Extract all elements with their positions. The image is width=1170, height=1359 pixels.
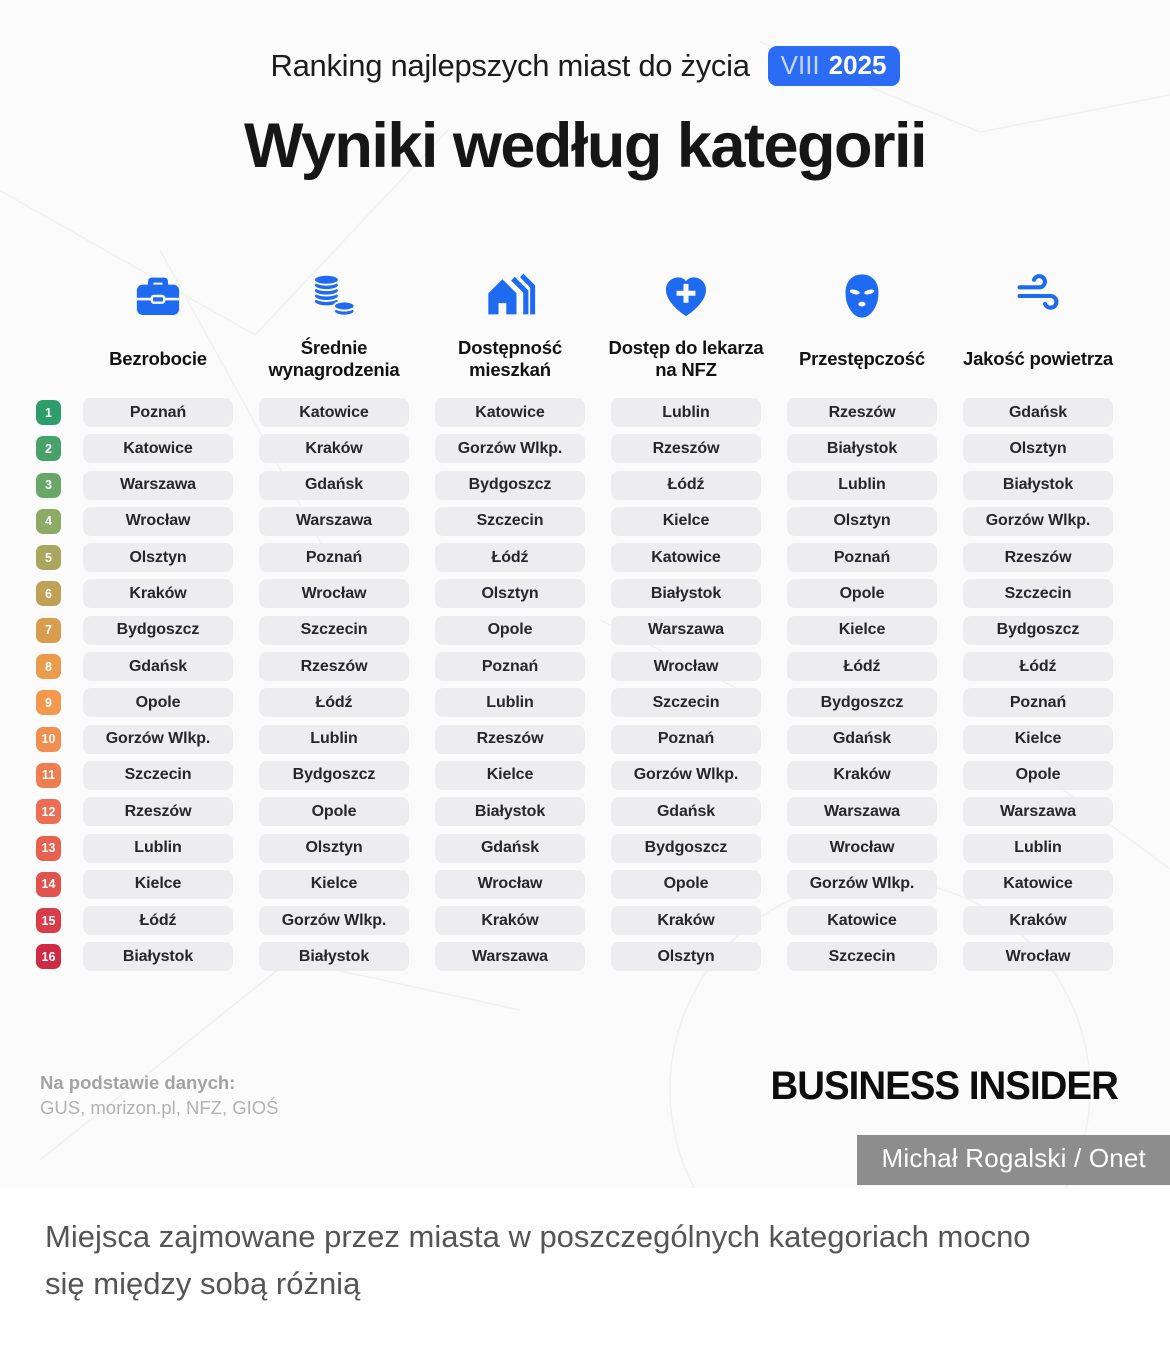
- rank-badge: 5: [36, 545, 61, 570]
- city-cell: Lublin: [787, 471, 937, 500]
- category-column-6: [950, 264, 1126, 981]
- city-cell: Lublin: [83, 834, 233, 863]
- rank-badge: 6: [36, 581, 61, 606]
- city-cell: Katowice: [259, 398, 409, 427]
- city-cell: Gdańsk: [787, 725, 937, 754]
- data-source: [40, 1072, 279, 1119]
- city-cell: Olsztyn: [963, 434, 1113, 463]
- city-cell: Wrocław: [963, 942, 1113, 971]
- page-title: Wyniki według kategorii: [244, 111, 926, 181]
- city-cell: Rzeszów: [83, 797, 233, 826]
- city-cell: Łódź: [435, 543, 585, 572]
- city-cell: Białystok: [611, 579, 761, 608]
- city-cell: Kielce: [83, 870, 233, 899]
- source-detail: GUS, morizon.pl, NFZ, GIOŚ: [40, 1097, 279, 1118]
- city-cell: Katowice: [787, 906, 937, 935]
- city-cell: Katowice: [83, 434, 233, 463]
- city-cell: Rzeszów: [963, 543, 1113, 572]
- city-cell: Poznań: [435, 652, 585, 681]
- city-cell: Bydgoszcz: [963, 616, 1113, 645]
- briefcase-icon: [132, 264, 184, 322]
- city-cell: Łódź: [83, 906, 233, 935]
- city-list: [598, 398, 774, 979]
- ranking-subtitle: Ranking najlepszych miast do życia: [270, 48, 750, 83]
- city-list: [774, 398, 950, 979]
- photo-credit: Michał Rogalski / Onet: [857, 1135, 1170, 1185]
- city-cell: Kraków: [963, 906, 1113, 935]
- city-cell: Łódź: [963, 652, 1113, 681]
- city-cell: Warszawa: [83, 471, 233, 500]
- city-cell: Wrocław: [787, 834, 937, 863]
- category-column-3: [422, 264, 598, 981]
- rank-badge: 1: [36, 400, 61, 425]
- category-label: Dostęp do lekarza na NFZ: [608, 336, 764, 380]
- rank-badge: 8: [36, 654, 61, 679]
- city-cell: Rzeszów: [611, 434, 761, 463]
- city-cell: Gdańsk: [611, 797, 761, 826]
- ranking-table: [36, 264, 1126, 981]
- city-cell: Bydgoszcz: [787, 688, 937, 717]
- category-label: Jakość powietrza: [962, 347, 1113, 369]
- rank-badge: 12: [36, 799, 61, 824]
- city-cell: Gorzów Wlkp.: [259, 906, 409, 935]
- city-cell: Kraków: [611, 906, 761, 935]
- category-label: Przestępczość: [799, 347, 925, 369]
- rank-column: [36, 400, 61, 981]
- city-cell: Białystok: [259, 942, 409, 971]
- city-cell: Kraków: [83, 579, 233, 608]
- rank-badge: 7: [36, 618, 61, 643]
- rank-badge: 15: [36, 908, 61, 933]
- badge-month: VIII: [780, 50, 820, 80]
- city-cell: Kielce: [787, 616, 937, 645]
- rank-badge: 9: [36, 690, 61, 715]
- city-cell: Szczecin: [259, 616, 409, 645]
- city-cell: Poznań: [83, 398, 233, 427]
- city-cell: Warszawa: [611, 616, 761, 645]
- city-cell: Olsztyn: [611, 942, 761, 971]
- city-cell: Opole: [611, 870, 761, 899]
- city-cell: Kraków: [787, 761, 937, 790]
- city-cell: Gorzów Wlkp.: [435, 434, 585, 463]
- category-label: Bezrobocie: [109, 347, 207, 369]
- city-cell: Szczecin: [787, 942, 937, 971]
- city-cell: Warszawa: [259, 507, 409, 536]
- city-cell: Olsztyn: [787, 507, 937, 536]
- date-badge: [768, 46, 900, 86]
- business-insider-logo: BUSINESS INSIDER: [770, 1064, 1118, 1108]
- rank-badge: 11: [36, 763, 61, 788]
- city-list: [950, 398, 1126, 979]
- city-cell: Gdańsk: [435, 834, 585, 863]
- city-cell: Wrocław: [611, 652, 761, 681]
- city-cell: Gorzów Wlkp.: [787, 870, 937, 899]
- city-cell: Poznań: [259, 543, 409, 572]
- city-cell: Łódź: [611, 471, 761, 500]
- city-cell: Warszawa: [435, 942, 585, 971]
- city-cell: Bydgoszcz: [435, 471, 585, 500]
- rank-badge: 14: [36, 872, 61, 897]
- city-cell: Lublin: [611, 398, 761, 427]
- city-cell: Lublin: [435, 688, 585, 717]
- city-cell: Rzeszów: [787, 398, 937, 427]
- category-label: Dostępność mieszkań: [458, 336, 562, 380]
- city-cell: Poznań: [787, 543, 937, 572]
- city-cell: Łódź: [787, 652, 937, 681]
- city-cell: Olsztyn: [83, 543, 233, 572]
- city-cell: Lublin: [259, 725, 409, 754]
- rank-badge: 10: [36, 727, 61, 752]
- category-column-4: [598, 264, 774, 981]
- city-cell: Szczecin: [611, 688, 761, 717]
- heart-plus-icon: [660, 264, 712, 322]
- city-cell: Lublin: [963, 834, 1113, 863]
- city-cell: Katowice: [611, 543, 761, 572]
- city-cell: Poznań: [611, 725, 761, 754]
- city-cell: Szczecin: [435, 507, 585, 536]
- city-cell: Katowice: [435, 398, 585, 427]
- category-column-5: [774, 264, 950, 981]
- coins-icon: [308, 264, 360, 322]
- city-cell: Warszawa: [787, 797, 937, 826]
- city-cell: Rzeszów: [259, 652, 409, 681]
- badge-year: 2025: [828, 50, 887, 80]
- city-cell: Katowice: [963, 870, 1113, 899]
- rank-badge: 16: [36, 944, 61, 969]
- categories-grid: [70, 264, 1126, 981]
- rank-badge: 3: [36, 473, 61, 498]
- city-cell: Poznań: [963, 688, 1113, 717]
- city-cell: Gorzów Wlkp.: [611, 761, 761, 790]
- city-cell: Olsztyn: [259, 834, 409, 863]
- city-cell: Kraków: [259, 434, 409, 463]
- city-cell: Gdańsk: [83, 652, 233, 681]
- balaclava-icon: [836, 264, 888, 322]
- rank-badge: 2: [36, 436, 61, 461]
- city-cell: Olsztyn: [435, 579, 585, 608]
- city-cell: Gdańsk: [963, 398, 1113, 427]
- city-cell: Warszawa: [963, 797, 1113, 826]
- houses-icon: [484, 264, 536, 322]
- city-list: [246, 398, 422, 979]
- city-cell: Wrocław: [435, 870, 585, 899]
- city-list: [422, 398, 598, 979]
- city-cell: Opole: [83, 688, 233, 717]
- city-cell: Opole: [787, 579, 937, 608]
- wind-icon: [1012, 264, 1064, 322]
- city-cell: Szczecin: [963, 579, 1113, 608]
- city-cell: Białystok: [83, 942, 233, 971]
- city-cell: Białystok: [787, 434, 937, 463]
- city-cell: Wrocław: [259, 579, 409, 608]
- city-cell: Kielce: [435, 761, 585, 790]
- category-column-1: [70, 264, 246, 981]
- city-cell: Gdańsk: [259, 471, 409, 500]
- city-cell: Białystok: [963, 471, 1113, 500]
- rank-badge: 4: [36, 509, 61, 534]
- city-cell: Bydgoszcz: [83, 616, 233, 645]
- city-cell: Kielce: [611, 507, 761, 536]
- category-column-2: [246, 264, 422, 981]
- city-cell: Kielce: [963, 725, 1113, 754]
- rank-badge: 13: [36, 836, 61, 861]
- city-cell: Wrocław: [83, 507, 233, 536]
- city-cell: Łódź: [259, 688, 409, 717]
- city-cell: Szczecin: [83, 761, 233, 790]
- city-cell: Kraków: [435, 906, 585, 935]
- header-row: [0, 0, 1170, 86]
- city-list: [70, 398, 246, 979]
- city-cell: Gorzów Wlkp.: [83, 725, 233, 754]
- source-label: Na podstawie danych:: [40, 1072, 236, 1093]
- city-cell: Opole: [435, 616, 585, 645]
- article-caption: Miejsca zajmowane przez miasta w poszczególnych kategoriach mocno się między sobą różnią: [45, 1219, 1031, 1301]
- city-cell: Białystok: [435, 797, 585, 826]
- city-cell: Opole: [259, 797, 409, 826]
- city-cell: Bydgoszcz: [611, 834, 761, 863]
- city-cell: Rzeszów: [435, 725, 585, 754]
- category-label: Średnie wynagrodzenia: [268, 336, 400, 380]
- city-cell: Opole: [963, 761, 1113, 790]
- city-cell: Gorzów Wlkp.: [963, 507, 1113, 536]
- city-cell: Kielce: [259, 870, 409, 899]
- city-cell: Bydgoszcz: [259, 761, 409, 790]
